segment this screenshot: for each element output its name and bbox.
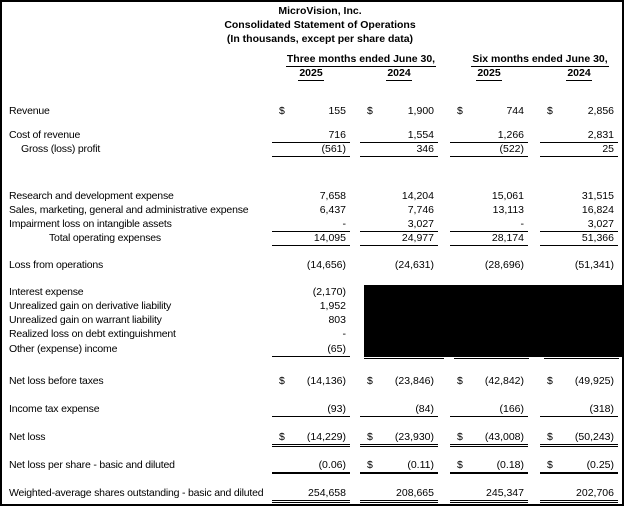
row-total-operating-expenses [2, 232, 622, 246]
row-impairment-loss [2, 218, 622, 232]
cell-value: (561) [321, 143, 346, 155]
cell [360, 431, 438, 447]
dollar-sign: $ [367, 459, 373, 471]
cell-value: (0.06) [318, 459, 346, 471]
cell-value: 28,174 [491, 232, 524, 244]
year-header: 2024 [567, 67, 591, 79]
cell-value: 744 [506, 105, 524, 117]
row-sales-marketing-admin [2, 204, 622, 218]
row-net-loss-before-taxes [2, 375, 622, 389]
cell [540, 259, 618, 272]
dollar-sign: $ [547, 459, 553, 471]
cell-value: (14,136) [306, 375, 346, 387]
cell-value: 16,824 [581, 204, 614, 216]
column-header-three-months: Three months ended June 30, [286, 53, 436, 65]
cell [360, 259, 438, 272]
cell-value: 346 [416, 143, 434, 155]
cell-value: 1,554 [407, 129, 434, 141]
cell-value: (50,243) [574, 431, 614, 443]
row-label: Loss from operations [9, 259, 104, 271]
cell-value: - [342, 328, 346, 340]
cell-value: 1,900 [407, 105, 434, 117]
cell [272, 403, 350, 417]
row-label: Weighted-average shares outstanding - basic and diluted [9, 487, 264, 499]
cell [272, 143, 350, 157]
year-header: 2025 [299, 67, 323, 79]
cell-value: (24,631) [394, 259, 434, 271]
cell [540, 105, 618, 118]
row-label: Income tax expense [9, 403, 100, 415]
cell [272, 343, 350, 357]
row-label: Research and development expense [9, 190, 174, 202]
cell [272, 328, 350, 341]
cell [360, 105, 438, 118]
cell-value: - [342, 218, 346, 230]
row-label: Unrealized gain on warrant liability [9, 314, 162, 326]
year-header: 2024 [387, 67, 411, 79]
statement-header [18, 4, 622, 46]
year-header: 2025 [477, 67, 501, 79]
row-revenue [2, 105, 622, 119]
cell [272, 105, 350, 118]
cell [540, 218, 618, 232]
row-label: Net loss per share - basic and diluted [9, 459, 175, 471]
row-label: Interest expense [9, 286, 84, 298]
cell [450, 129, 528, 143]
row-label: Revenue [9, 105, 50, 117]
cell [540, 143, 618, 157]
row-label: Other (expense) income [9, 343, 118, 355]
cell [450, 431, 528, 447]
cell-value: 14,204 [401, 190, 434, 202]
row-label: Realized loss on debt extinguishment [9, 328, 176, 340]
row-label: Impairment loss on intangible assets [9, 218, 172, 230]
cell [540, 190, 618, 203]
row-income-tax-expense [2, 403, 622, 417]
cell-value: 24,977 [401, 232, 434, 244]
cell [360, 232, 438, 246]
cell [540, 375, 618, 388]
cell-value: 7,746 [407, 204, 434, 216]
cell [540, 232, 618, 246]
cell-value: 6,437 [319, 204, 346, 216]
cell-value: 3,027 [587, 218, 614, 230]
cell-value: 3,027 [407, 218, 434, 230]
cell [540, 431, 618, 447]
cell [450, 375, 528, 388]
row-net-loss-per-share [2, 459, 622, 473]
cell [272, 487, 350, 503]
cell-value: 31,515 [581, 190, 614, 202]
cell-value: 25 [602, 143, 614, 155]
cell [272, 431, 350, 447]
underline-segment [364, 358, 444, 359]
statement-title: Consolidated Statement of Operations [224, 19, 416, 31]
cell-value: 155 [328, 105, 346, 117]
row-loss-from-operations [2, 259, 622, 273]
cell [272, 232, 350, 246]
cell [450, 190, 528, 203]
statement-subtitle: (In thousands, except per share data) [226, 33, 414, 45]
cell [450, 259, 528, 272]
row-weighted-average-shares [2, 487, 622, 501]
cell [540, 204, 618, 217]
cell [360, 190, 438, 203]
cell-value: 7,658 [319, 190, 346, 202]
cell-value: 208,665 [396, 487, 434, 499]
dollar-sign: $ [457, 105, 463, 117]
cell-value: (43,008) [484, 431, 524, 443]
cell-value: (522) [499, 143, 524, 155]
cell [272, 375, 350, 388]
cell [360, 375, 438, 388]
cell-value: 14,095 [313, 232, 346, 244]
cell-value: (23,846) [394, 375, 434, 387]
cell [272, 259, 350, 272]
cell [450, 487, 528, 503]
cell [272, 300, 350, 313]
cell-value: 2,856 [587, 105, 614, 117]
cell-value: 1,266 [497, 129, 524, 141]
row-label: Gross (loss) profit [21, 143, 101, 155]
cell [540, 459, 618, 474]
underline-segment [544, 358, 619, 359]
row-label: Cost of revenue [9, 129, 81, 141]
cell-value: 716 [328, 129, 346, 141]
cell-value: 202,706 [576, 487, 614, 499]
dollar-sign: $ [279, 375, 285, 387]
cell [360, 459, 438, 474]
cell [450, 218, 528, 232]
cell-value: (14,656) [306, 259, 346, 271]
row-label: Sales, marketing, general and administrative expense [9, 204, 249, 216]
cell [272, 218, 350, 232]
cell [272, 314, 350, 327]
row-label: Unrealized gain on derivative liability [9, 300, 172, 312]
cell-value: (166) [499, 403, 524, 415]
cell [360, 218, 438, 232]
cell-value: (14,229) [306, 431, 346, 443]
cell-value: (0.18) [496, 459, 524, 471]
cell-value: (93) [327, 403, 346, 415]
cell [360, 487, 438, 503]
cell-value: (51,341) [574, 259, 614, 271]
cell [540, 129, 618, 143]
row-research-development [2, 190, 622, 204]
cell-value: (42,842) [484, 375, 524, 387]
cell [272, 286, 350, 299]
row-label: Net loss [9, 431, 46, 443]
redaction-block [364, 285, 624, 357]
dollar-sign: $ [547, 375, 553, 387]
dollar-sign: $ [457, 459, 463, 471]
cell-value: (65) [327, 343, 346, 355]
row-label: Net loss before taxes [9, 375, 104, 387]
row-label: Total operating expenses [49, 232, 161, 244]
row-net-loss [2, 431, 622, 445]
dollar-sign: $ [367, 105, 373, 117]
cell [272, 190, 350, 203]
dollar-sign: $ [279, 431, 285, 443]
cell-value: (49,925) [574, 375, 614, 387]
dollar-sign: $ [457, 375, 463, 387]
cell [360, 143, 438, 157]
cell-value: (0.25) [586, 459, 614, 471]
cell-value: 2,831 [587, 129, 614, 141]
cell [540, 403, 618, 417]
cell-value: 803 [328, 314, 346, 326]
cell-value: (2,170) [312, 286, 346, 298]
cell [272, 204, 350, 217]
cell [450, 204, 528, 217]
cell-value: (23,930) [394, 431, 434, 443]
dollar-sign: $ [547, 105, 553, 117]
row-gross-loss-profit [2, 143, 622, 157]
column-header-six-months: Six months ended June 30, [472, 53, 608, 65]
cell [450, 232, 528, 246]
cell [360, 129, 438, 143]
cell [272, 459, 350, 474]
cell [360, 204, 438, 217]
underline-segment [454, 358, 529, 359]
dollar-sign: $ [367, 431, 373, 443]
dollar-sign: $ [367, 375, 373, 387]
cell-value: 245,347 [486, 487, 524, 499]
cell-value: (0.11) [407, 459, 434, 471]
cell-value: (84) [415, 403, 434, 415]
cell [540, 487, 618, 503]
dollar-sign: $ [547, 431, 553, 443]
cell-value: - [520, 218, 524, 230]
cell-value: (28,696) [484, 259, 524, 271]
cell [450, 143, 528, 157]
cell-value: 254,658 [308, 487, 346, 499]
cell-value: 1,952 [319, 300, 346, 312]
cell-value: (318) [589, 403, 614, 415]
cell [272, 129, 350, 143]
dollar-sign: $ [279, 105, 285, 117]
cell-value: 13,113 [492, 204, 524, 216]
row-cost-of-revenue [2, 129, 622, 143]
cell-value: 15,061 [491, 190, 524, 202]
cell [450, 403, 528, 417]
cell [450, 105, 528, 118]
company-name: MicroVision, Inc. [278, 5, 362, 17]
dollar-sign: $ [457, 431, 463, 443]
cell-value: 51,366 [581, 232, 614, 244]
cell [360, 403, 438, 417]
cell [450, 459, 528, 474]
